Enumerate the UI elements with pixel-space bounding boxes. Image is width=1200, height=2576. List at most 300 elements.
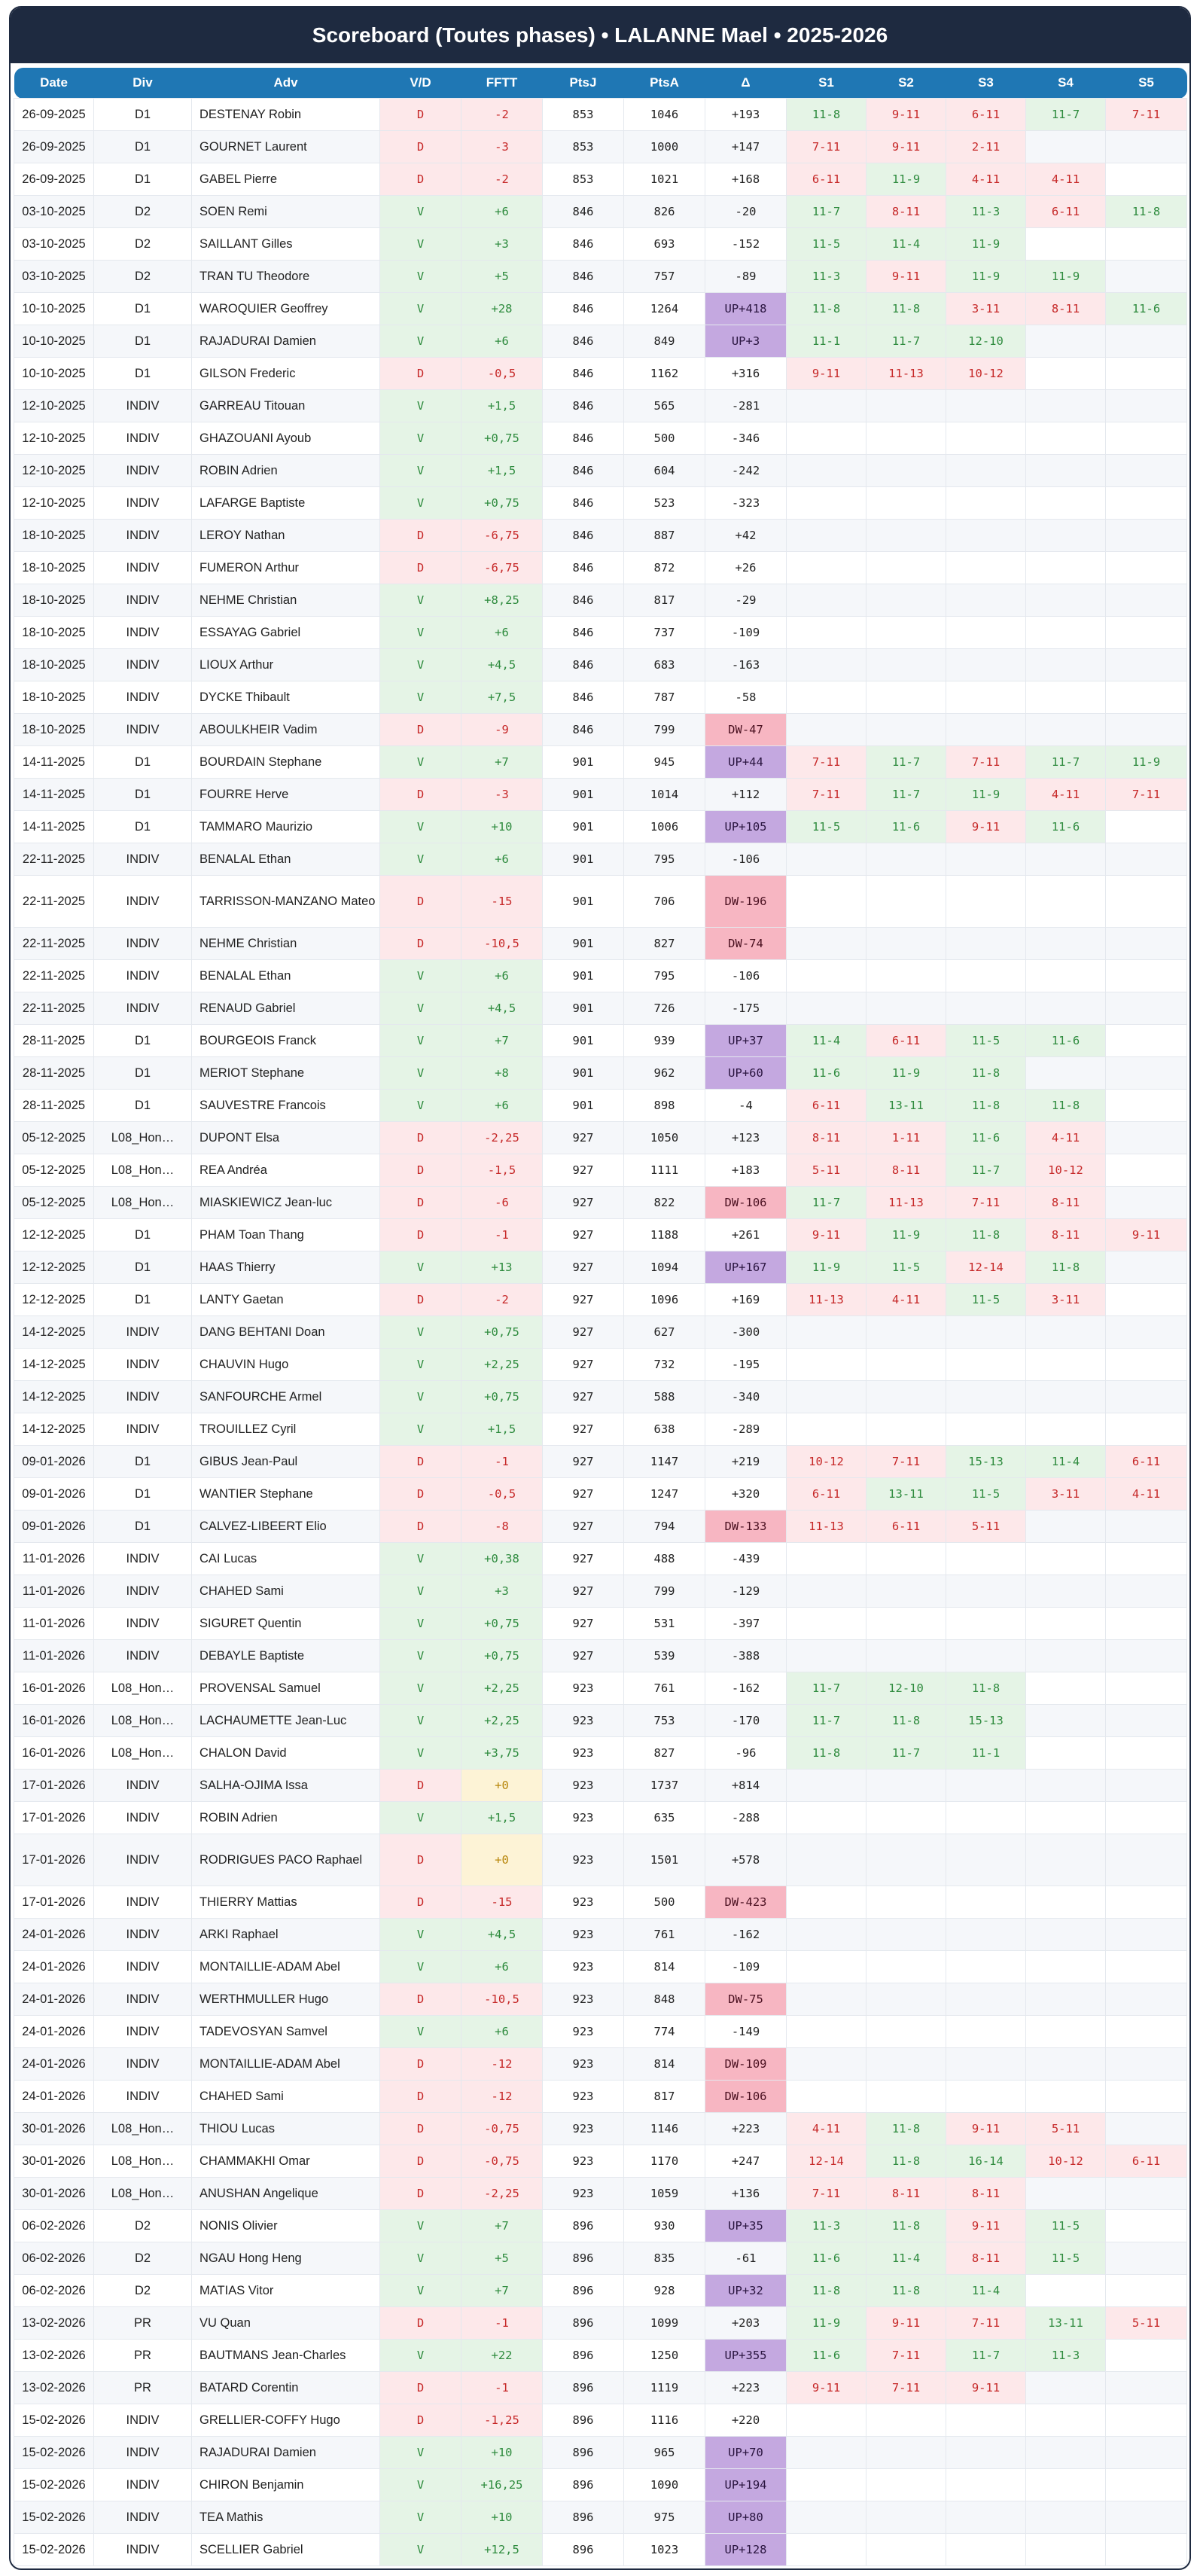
cell-fftt: +12,5 — [461, 2534, 543, 2566]
cell-div: INDIV — [94, 1886, 192, 1919]
cell-ptsj: 896 — [543, 2340, 624, 2372]
cell-adv: CHAHED Sami — [192, 2081, 380, 2113]
cell-s2: 11-7 — [866, 1737, 946, 1770]
cell-ptsa: 627 — [624, 1316, 705, 1349]
table-row — [14, 99, 1187, 131]
cell-vd: V — [380, 1802, 461, 1834]
cell-ptsa: 604 — [624, 455, 705, 487]
cell-s3: 6-11 — [946, 99, 1026, 131]
cell-ptsa: 1250 — [624, 2340, 705, 2372]
cell-ptsa: 1096 — [624, 1284, 705, 1316]
cell-s4 — [1026, 2048, 1106, 2081]
cell-delta: -289 — [705, 1413, 787, 1446]
cell-adv: SOEN Remi — [192, 196, 380, 228]
cell-vd: V — [380, 1672, 461, 1705]
cell-vd: V — [380, 2016, 461, 2048]
cell-s3 — [946, 2048, 1026, 2081]
cell-s1: 6-11 — [787, 1090, 866, 1122]
cell-delta: +203 — [705, 2307, 787, 2340]
cell-s3: 11-9 — [946, 228, 1026, 261]
cell-s5: 5-11 — [1106, 2307, 1187, 2340]
cell-fftt: -1 — [461, 1446, 543, 1478]
cell-fftt: +0,75 — [461, 487, 543, 520]
cell-ptsj: 846 — [543, 455, 624, 487]
cell-s4 — [1026, 1543, 1106, 1575]
cell-s3: 5-11 — [946, 1511, 1026, 1543]
cell-s4: 11-6 — [1026, 811, 1106, 843]
cell-vd: V — [380, 960, 461, 992]
cell-s2: 8-11 — [866, 1154, 946, 1187]
cell-s2 — [866, 1770, 946, 1802]
cell-vd: V — [380, 422, 461, 455]
cell-s1 — [787, 714, 866, 746]
cell-div: INDIV — [94, 2081, 192, 2113]
cell-fftt: -12 — [461, 2081, 543, 2113]
cell-s2: 11-8 — [866, 2145, 946, 2178]
cell-s5 — [1106, 1122, 1187, 1154]
cell-adv: CHIRON Benjamin — [192, 2469, 380, 2501]
cell-s5 — [1106, 422, 1187, 455]
cell-fftt: +0,38 — [461, 1543, 543, 1575]
cell-s4: 11-8 — [1026, 1251, 1106, 1284]
cell-s2 — [866, 1951, 946, 1983]
cell-s1 — [787, 1951, 866, 1983]
cell-s2: 11-13 — [866, 1187, 946, 1219]
col-header-div[interactable]: Div — [94, 68, 192, 99]
cell-delta: -20 — [705, 196, 787, 228]
cell-div: INDIV — [94, 681, 192, 714]
cell-delta: -129 — [705, 1575, 787, 1608]
cell-adv: NONIS Olivier — [192, 2210, 380, 2242]
cell-s1: 11-8 — [787, 2275, 866, 2307]
table-container — [14, 68, 1186, 2566]
cell-fftt: +1,5 — [461, 390, 543, 422]
cell-date: 14-12-2025 — [14, 1316, 94, 1349]
cell-s5 — [1106, 131, 1187, 163]
cell-s3: 11-3 — [946, 196, 1026, 228]
cell-s2: 11-8 — [866, 2113, 946, 2145]
cell-vd: V — [380, 487, 461, 520]
cell-div: INDIV — [94, 2469, 192, 2501]
cell-s1 — [787, 1886, 866, 1919]
cell-s3: 16-14 — [946, 2145, 1026, 2178]
cell-vd: D — [380, 1770, 461, 1802]
cell-s2 — [866, 960, 946, 992]
cell-fftt: -1,5 — [461, 1154, 543, 1187]
table-row — [14, 714, 1187, 746]
cell-delta: +42 — [705, 520, 787, 552]
cell-ptsa: 683 — [624, 649, 705, 681]
cell-delta: DW-106 — [705, 1187, 787, 1219]
cell-date: 24-01-2026 — [14, 2016, 94, 2048]
cell-s3 — [946, 2534, 1026, 2566]
cell-s2: 11-4 — [866, 228, 946, 261]
cell-s1 — [787, 390, 866, 422]
cell-div: L08_Hon… — [94, 1672, 192, 1705]
cell-s1 — [787, 617, 866, 649]
cell-s5 — [1106, 649, 1187, 681]
cell-s1: 11-3 — [787, 2210, 866, 2242]
cell-div: PR — [94, 2307, 192, 2340]
cell-s5 — [1106, 1737, 1187, 1770]
cell-s3 — [946, 960, 1026, 992]
cell-s4: 11-7 — [1026, 746, 1106, 779]
cell-s4: 3-11 — [1026, 1284, 1106, 1316]
cell-vd: V — [380, 843, 461, 876]
cell-vd: D — [380, 1154, 461, 1187]
cell-vd: V — [380, 1575, 461, 1608]
cell-vd: D — [380, 1187, 461, 1219]
cell-ptsj: 846 — [543, 390, 624, 422]
cell-ptsa: 500 — [624, 1886, 705, 1919]
col-header-s1[interactable]: S1 — [787, 68, 866, 99]
cell-ptsa: 817 — [624, 584, 705, 617]
cell-ptsj: 846 — [543, 293, 624, 325]
cell-s5 — [1106, 1349, 1187, 1381]
cell-fftt: -15 — [461, 876, 543, 928]
cell-ptsj: 896 — [543, 2372, 624, 2404]
cell-s4 — [1026, 520, 1106, 552]
cell-s4 — [1026, 1640, 1106, 1672]
cell-s5 — [1106, 487, 1187, 520]
cell-s4: 11-8 — [1026, 1090, 1106, 1122]
cell-vd: V — [380, 2469, 461, 2501]
cell-s5 — [1106, 2275, 1187, 2307]
cell-vd: V — [380, 1381, 461, 1413]
cell-fftt: +4,5 — [461, 992, 543, 1025]
cell-s4 — [1026, 1770, 1106, 1802]
cell-div: L08_Hon… — [94, 1122, 192, 1154]
cell-s4: 11-7 — [1026, 99, 1106, 131]
cell-delta: DW-47 — [705, 714, 787, 746]
cell-s5 — [1106, 2534, 1187, 2566]
cell-delta: -397 — [705, 1608, 787, 1640]
cell-s5 — [1106, 1381, 1187, 1413]
table-row — [14, 2307, 1187, 2340]
cell-delta: +316 — [705, 358, 787, 390]
cell-s5 — [1106, 714, 1187, 746]
table-row — [14, 1737, 1187, 1770]
cell-ptsj: 901 — [543, 746, 624, 779]
cell-s3 — [946, 1770, 1026, 1802]
cell-vd: D — [380, 1446, 461, 1478]
cell-s1 — [787, 1834, 866, 1886]
cell-div: D1 — [94, 1219, 192, 1251]
cell-adv: DANG BEHTANI Doan — [192, 1316, 380, 1349]
cell-s1 — [787, 1316, 866, 1349]
cell-date: 22-11-2025 — [14, 876, 94, 928]
cell-ptsj: 901 — [543, 992, 624, 1025]
cell-s4 — [1026, 358, 1106, 390]
cell-s3 — [946, 2469, 1026, 2501]
cell-s4 — [1026, 2534, 1106, 2566]
cell-s1: 4-11 — [787, 2113, 866, 2145]
col-header-s4[interactable]: S4 — [1026, 68, 1106, 99]
cell-s1 — [787, 1983, 866, 2016]
cell-fftt: -2 — [461, 99, 543, 131]
cell-ptsa: 930 — [624, 2210, 705, 2242]
cell-adv: GARREAU Titouan — [192, 390, 380, 422]
cell-ptsj: 923 — [543, 2048, 624, 2081]
cell-s3 — [946, 422, 1026, 455]
col-header-ptsj[interactable]: PtsJ — [543, 68, 624, 99]
cell-vd: V — [380, 196, 461, 228]
cell-div: L08_Hon… — [94, 2178, 192, 2210]
cell-ptsj: 901 — [543, 779, 624, 811]
cell-delta: UP+3 — [705, 325, 787, 358]
cell-s5 — [1106, 2048, 1187, 2081]
cell-date: 18-10-2025 — [14, 584, 94, 617]
cell-adv: GABEL Pierre — [192, 163, 380, 196]
cell-s2: 6-11 — [866, 1511, 946, 1543]
cell-fftt: +4,5 — [461, 649, 543, 681]
cell-ptsj: 846 — [543, 520, 624, 552]
cell-s2 — [866, 552, 946, 584]
cell-s1: 11-4 — [787, 1025, 866, 1057]
cell-s2: 1-11 — [866, 1122, 946, 1154]
cell-s5 — [1106, 2113, 1187, 2145]
cell-s4 — [1026, 617, 1106, 649]
cell-s1 — [787, 649, 866, 681]
table-row — [14, 1057, 1187, 1090]
cell-adv: GOURNET Laurent — [192, 131, 380, 163]
cell-fftt: -2,25 — [461, 1122, 543, 1154]
cell-fftt: +10 — [461, 2437, 543, 2469]
cell-delta: +136 — [705, 2178, 787, 2210]
cell-date: 17-01-2026 — [14, 1802, 94, 1834]
cell-fftt: +6 — [461, 196, 543, 228]
cell-s4 — [1026, 2469, 1106, 2501]
cell-delta: -162 — [705, 1672, 787, 1705]
cell-div: INDIV — [94, 649, 192, 681]
cell-s2 — [866, 1575, 946, 1608]
cell-vd: D — [380, 1511, 461, 1543]
cell-div: INDIV — [94, 2048, 192, 2081]
table-row — [14, 261, 1187, 293]
cell-s2 — [866, 1413, 946, 1446]
cell-s1: 5-11 — [787, 1154, 866, 1187]
cell-s5 — [1106, 390, 1187, 422]
cell-date: 13-02-2026 — [14, 2307, 94, 2340]
cell-div: L08_Hon… — [94, 1705, 192, 1737]
cell-s5 — [1106, 584, 1187, 617]
col-header-delta[interactable]: Δ — [705, 68, 787, 99]
cell-date: 03-10-2025 — [14, 261, 94, 293]
cell-div: D2 — [94, 196, 192, 228]
cell-s5 — [1106, 1672, 1187, 1705]
cell-s2: 13-11 — [866, 1478, 946, 1511]
cell-ptsj: 846 — [543, 228, 624, 261]
col-header-vd[interactable]: V/D — [380, 68, 461, 99]
cell-delta: -175 — [705, 992, 787, 1025]
cell-s5: 7-11 — [1106, 99, 1187, 131]
cell-fftt: +7 — [461, 2275, 543, 2307]
cell-adv: CHAMMAKHI Omar — [192, 2145, 380, 2178]
cell-fftt: +8 — [461, 1057, 543, 1090]
table-row — [14, 584, 1187, 617]
cell-ptsj: 927 — [543, 1575, 624, 1608]
cell-div: INDIV — [94, 714, 192, 746]
cell-s5 — [1106, 2242, 1187, 2275]
cell-s1: 11-1 — [787, 325, 866, 358]
cell-date: 15-02-2026 — [14, 2437, 94, 2469]
cell-fftt: +1,5 — [461, 1413, 543, 1446]
table-row — [14, 1919, 1187, 1951]
cell-s5 — [1106, 992, 1187, 1025]
cell-delta: UP+128 — [705, 2534, 787, 2566]
cell-s1: 11-6 — [787, 2242, 866, 2275]
cell-delta: -61 — [705, 2242, 787, 2275]
cell-div: INDIV — [94, 2437, 192, 2469]
cell-s3 — [946, 2016, 1026, 2048]
table-row — [14, 293, 1187, 325]
cell-delta: +223 — [705, 2372, 787, 2404]
cell-ptsj: 901 — [543, 811, 624, 843]
cell-s2: 11-4 — [866, 2242, 946, 2275]
cell-s1: 6-11 — [787, 1478, 866, 1511]
cell-delta: -106 — [705, 960, 787, 992]
cell-adv: GIBUS Jean-Paul — [192, 1446, 380, 1478]
cell-div: D1 — [94, 99, 192, 131]
cell-date: 26-09-2025 — [14, 131, 94, 163]
cell-delta: -170 — [705, 1705, 787, 1737]
cell-s4 — [1026, 1951, 1106, 1983]
cell-fftt: -3 — [461, 779, 543, 811]
cell-s2 — [866, 520, 946, 552]
cell-vd: V — [380, 1951, 461, 1983]
col-header-fftt[interactable]: FFTT — [461, 68, 543, 99]
cell-s1: 11-8 — [787, 293, 866, 325]
cell-s5 — [1106, 1951, 1187, 1983]
cell-s2: 11-8 — [866, 2210, 946, 2242]
cell-ptsj: 846 — [543, 325, 624, 358]
cell-delta: -195 — [705, 1349, 787, 1381]
table-row — [14, 617, 1187, 649]
cell-div: D2 — [94, 2210, 192, 2242]
cell-s3: 7-11 — [946, 746, 1026, 779]
cell-delta: -439 — [705, 1543, 787, 1575]
cell-s4: 11-4 — [1026, 1446, 1106, 1478]
cell-s4 — [1026, 2081, 1106, 2113]
cell-adv: LACHAUMETTE Jean-Luc — [192, 1705, 380, 1737]
cell-adv: ROBIN Adrien — [192, 455, 380, 487]
cell-ptsa: 945 — [624, 746, 705, 779]
cell-s4: 11-9 — [1026, 261, 1106, 293]
cell-s3 — [946, 843, 1026, 876]
cell-delta: +183 — [705, 1154, 787, 1187]
cell-s1: 11-8 — [787, 99, 866, 131]
table-row — [14, 1575, 1187, 1608]
cell-s5 — [1106, 163, 1187, 196]
cell-s5 — [1106, 2404, 1187, 2437]
cell-delta: -109 — [705, 617, 787, 649]
cell-s1 — [787, 520, 866, 552]
cell-div: INDIV — [94, 1951, 192, 1983]
col-header-s3[interactable]: S3 — [946, 68, 1026, 99]
cell-s2: 9-11 — [866, 99, 946, 131]
cell-date: 09-01-2026 — [14, 1446, 94, 1478]
cell-s3 — [946, 876, 1026, 928]
cell-s1 — [787, 1413, 866, 1446]
cell-s1 — [787, 2501, 866, 2534]
table-row — [14, 746, 1187, 779]
cell-div: INDIV — [94, 455, 192, 487]
cell-ptsa: 732 — [624, 1349, 705, 1381]
cell-ptsj: 901 — [543, 876, 624, 928]
cell-s3 — [946, 617, 1026, 649]
col-header-adv[interactable]: Adv — [192, 68, 380, 99]
cell-ptsj: 923 — [543, 1802, 624, 1834]
cell-s2 — [866, 390, 946, 422]
table-row — [14, 876, 1187, 928]
cell-s3: 9-11 — [946, 2113, 1026, 2145]
cell-s1 — [787, 552, 866, 584]
cell-ptsj: 846 — [543, 261, 624, 293]
cell-vd: D — [380, 2404, 461, 2437]
cell-s5 — [1106, 1511, 1187, 1543]
table-row — [14, 992, 1187, 1025]
cell-s3 — [946, 1575, 1026, 1608]
col-header-s5[interactable]: S5 — [1106, 68, 1187, 99]
cell-s5 — [1106, 1575, 1187, 1608]
cell-date: 06-02-2026 — [14, 2210, 94, 2242]
cell-ptsj: 923 — [543, 1983, 624, 2016]
cell-ptsa: 928 — [624, 2275, 705, 2307]
cell-fftt: -2,25 — [461, 2178, 543, 2210]
cell-s4 — [1026, 2501, 1106, 2534]
cell-s1: 11-7 — [787, 1187, 866, 1219]
cell-fftt: +6 — [461, 960, 543, 992]
cell-s2 — [866, 1608, 946, 1640]
cell-s1: 11-7 — [787, 196, 866, 228]
cell-s3: 11-5 — [946, 1284, 1026, 1316]
cell-ptsj: 853 — [543, 131, 624, 163]
table-row — [14, 1316, 1187, 1349]
cell-adv: BATARD Corentin — [192, 2372, 380, 2404]
cell-fftt: -0,5 — [461, 358, 543, 390]
cell-div: PR — [94, 2340, 192, 2372]
cell-s3 — [946, 992, 1026, 1025]
cell-s4 — [1026, 1608, 1106, 1640]
cell-s2: 11-8 — [866, 293, 946, 325]
cell-ptsj: 923 — [543, 1705, 624, 1737]
cell-ptsa: 726 — [624, 992, 705, 1025]
cell-s4 — [1026, 714, 1106, 746]
cell-div: D1 — [94, 746, 192, 779]
cell-date: 28-11-2025 — [14, 1025, 94, 1057]
col-header-s2[interactable]: S2 — [866, 68, 946, 99]
cell-vd: V — [380, 1316, 461, 1349]
cell-s2: 7-11 — [866, 1446, 946, 1478]
cell-date: 30-01-2026 — [14, 2178, 94, 2210]
cell-ptsa: 1501 — [624, 1834, 705, 1886]
cell-fftt: -2 — [461, 163, 543, 196]
table-row — [14, 1284, 1187, 1316]
cell-ptsj: 923 — [543, 2178, 624, 2210]
cell-adv: TAMMARO Maurizio — [192, 811, 380, 843]
table-row — [14, 1381, 1187, 1413]
cell-s1: 6-11 — [787, 163, 866, 196]
cell-s4 — [1026, 1349, 1106, 1381]
cell-ptsa: 1023 — [624, 2534, 705, 2566]
cell-div: INDIV — [94, 843, 192, 876]
table-row — [14, 1886, 1187, 1919]
col-header-ptsa[interactable]: PtsA — [624, 68, 705, 99]
col-header-date[interactable]: Date — [14, 68, 94, 99]
cell-s2: 6-11 — [866, 1025, 946, 1057]
cell-s3: 11-8 — [946, 1672, 1026, 1705]
cell-s1 — [787, 487, 866, 520]
